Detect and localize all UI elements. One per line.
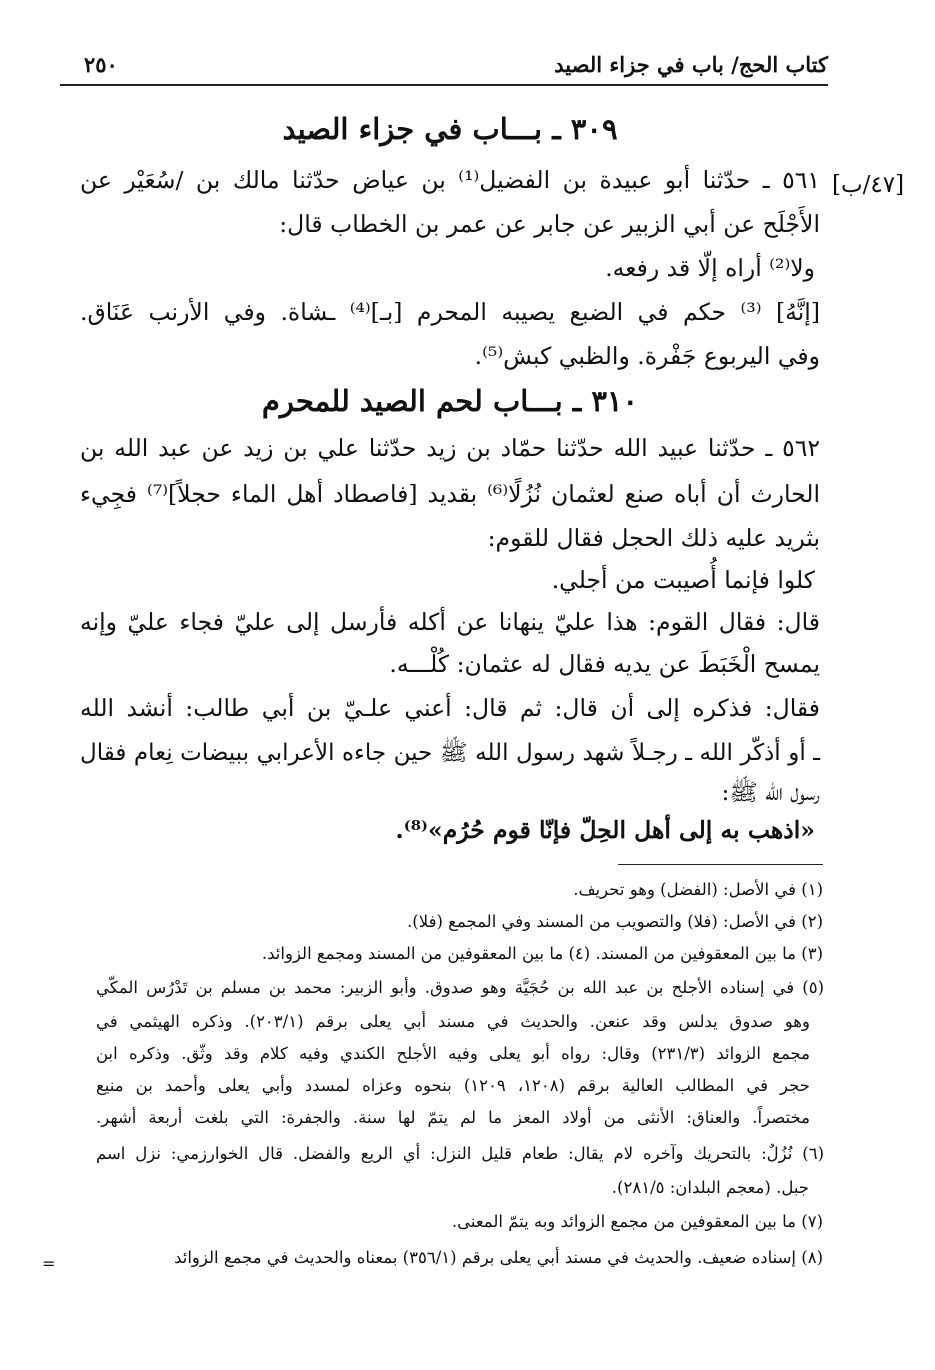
footnote: (٥) في إسناده الأجلح بن عبد الله بن حُجَيَّة وهو صدوق. وأبو الزبير: محمد بن مسلم بن تَدْرُس المكّي [96,978,824,997]
footnote-rule [618,864,823,865]
footnote: (١) في الأصل: (الفضل) وهو تحريف. [573,880,823,899]
footnote-continuation: حجر في المطالب العالية برقم (١٢٠٨، ١٢٠٩) بنحوه وعزاه لمسدد وأبي يعلى وأحمد بن منيع [96,1076,811,1095]
running-title: كتاب الحج/ باب في جزاء الصيد [554,52,828,77]
text-line: وفي اليربوع جَفْرة. والظبي كبش⁽⁵⁾. [474,342,820,370]
footnote-continuation: مجمع الزوائد (٢٣١/٣) وقال: رواه أبو يعلى وفيه الأجلح الكندي وفيه كلام وقد وثّق. وذكره ابن [96,1044,810,1063]
text-line: بثريد عليه ذلك الحجل فقال للقوم: [487,524,820,552]
text-line: قال: فقال القوم: هذا عليّ ينهانا عن أكله فأرسل إلى عليّ فجاء عليّ وإنه [80,608,820,636]
page-number: ٢٥٠ [84,52,118,77]
footnote: (٧) ما بين المعقوفين من مجمع الزوائد وبه يتمّ المعنى. [451,1212,823,1231]
text-line: ـ أو أذكّر الله ـ رجـلاً شهد رسول الله ﷺ حين جاءه الأعرابي ببيضات نِعام فقال [80,740,820,766]
footnote-continuation: مختصراً. والعناق: الأنثى من أولاد المعز ما لم يتمّ لها سنة. والجفرة: التي بلغت أربعة أشهر. [96,1108,810,1127]
text-line: فقال: فذكره إلى أن قال: ثم قال: أعني علـيّ بن أبي طالب: أنشد الله [80,694,820,722]
text-line: رسول الله ﷺ: [721,778,820,806]
text-line: ٥٦٢ ـ حدّثنا عبيد الله حدّثنا حمّاد بن زيد حدّثنا علي بن زيد عن عبد الله بن [80,434,820,462]
header-rule [60,84,828,86]
text-line: الحارث أن أباه صنع لعثمان نُزُلًا⁽⁶⁾ بقديد [فاصطاد أهل الماء حجلاً]⁽⁷⁾ فجِيء [80,480,820,508]
section-heading-309: ٣٠٩ ـ بـــاب في جزاء الصيد [282,112,618,146]
text-line: يمسح الْخَبَطَ عن يديه فقال له عثمان: كُلْـــه. [389,650,820,678]
manuscript-folio-note: [٤٧/ب] [831,172,905,198]
footnote: (٢) في الأصل: (فلا) والتصويب من المسند وفي المجمع (فلا). [407,912,823,931]
footnote-continuation: وهو صدوق يدلس وقد عنعن. والحديث في مسند أبي يعلى برقم (٢٠٣/١). وذكره الهيثمي في [96,1012,810,1031]
text-line: الأَجْلَح عن أبي الزبير عن جابر عن عمر بن الخطاب قال: [279,210,820,238]
footnote-continuation: جبل. (معجم البلدان: ٢٨١/٥). [611,1178,809,1197]
continuation-mark: = [42,1254,56,1273]
page-header [60,50,828,86]
footnote: (٣) ما بين المعقوفين من المسند. (٤) ما بين المعقوفين من المسند ومجمع الزوائد. [261,944,823,963]
section-heading-310: ٣١٠ ـ بـــاب لحم الصيد للمحرم [261,384,639,418]
hadith-quote: «اذهب به إلى أهل الحِلّ فإنّا قوم حُرُم»⁽⁸⁾. [395,816,815,844]
footnote: (٦) نُزُلٌ: بالتحريك وآخره لام يقال: طعام قليل النزل: أي الريع والفضل. قال الخوارزمي: نزل اسم [96,1144,824,1163]
text-line: ٥٦١ ـ حدّثنا أبو عبيدة بن الفضيل⁽¹⁾ بن عياض حدّثنا مالك بن /سُعَيْر عن [80,166,820,194]
text-line: كلوا فإنما أُصيبت من أجلي. [551,566,815,594]
text-line: [إنَّهُ] ⁽³⁾ حكم في الضبع يصيبه المحرم [بـ]⁽⁴⁾ ـشاة. وفي الأرنب عَنَاق. [80,298,820,326]
footnote: (٨) إسناده ضعيف. والحديث في مسند أبي يعلى برقم (٣٥٦/١) بمعناه والحديث في مجمع الزوائد [174,1248,823,1267]
text-line: ولا⁽²⁾ أراه إلّا قد رفعه. [605,254,815,282]
